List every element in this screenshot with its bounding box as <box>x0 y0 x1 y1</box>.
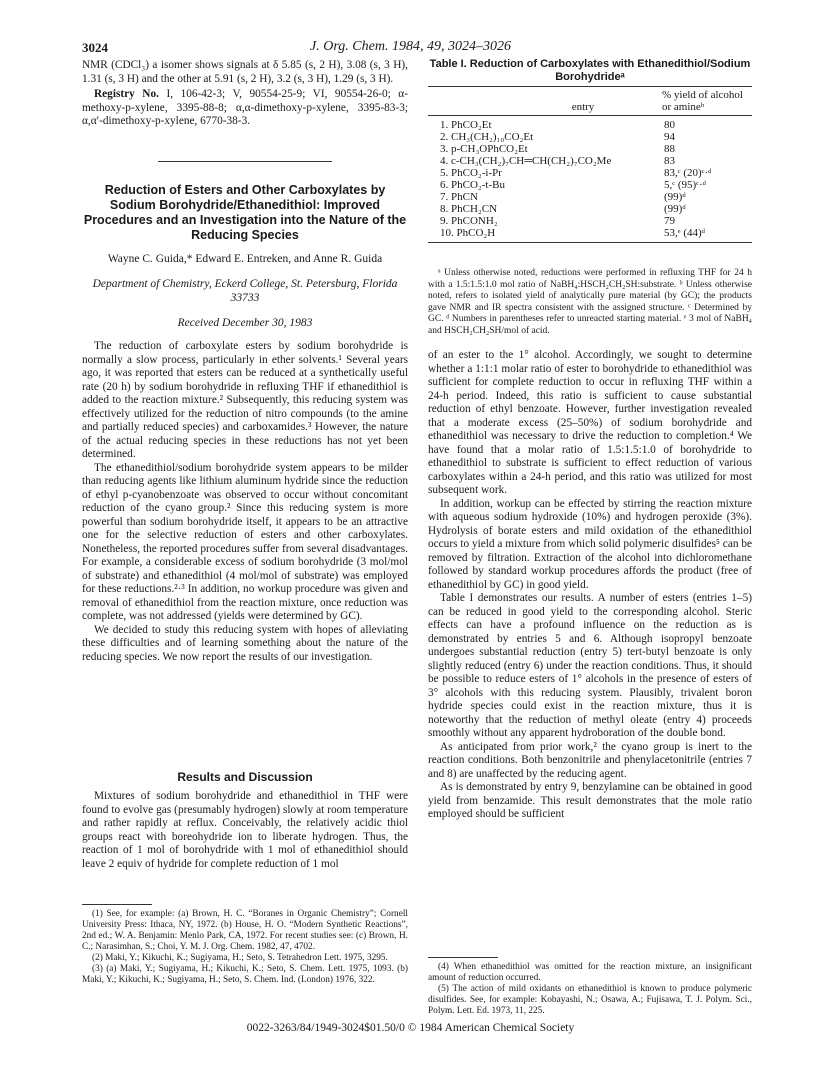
paragraph: As is demonstrated by entry 9, benzylamine can be obtained in good yield from benzamide. This result demonstrates that the mole ratio employed should be sufficient <box>428 781 752 820</box>
table-row <box>428 119 752 131</box>
article-authors: Wayne C. Guida,* Edward E. Entreken, and Anne R. Guida <box>107 253 383 265</box>
article-title: Reduction of Esters and Other Carboxylates by Sodium Borohydride/Ethanedithiol: Improved Procedures and an Investigation into the Nature of the Reducing Species <box>83 183 407 242</box>
right-column-text <box>428 349 752 822</box>
table-cell-entry: 9. PhCONH₂ <box>440 215 498 227</box>
column-header-yield: % yield of alcohol or amineᵇ <box>662 89 743 113</box>
table-cell-entry: 7. PhCN <box>440 191 478 203</box>
table-row <box>428 215 752 227</box>
table-rule <box>428 242 752 243</box>
table-note: ᵃ Unless otherwise noted, reductions were performed in refluxing THF for 24 h with a 1.5:1.5:1.0 mol ratio of NaBH₄:HSCH₂CH₂SH:substrate. ᵇ Unless otherwise noted, refers to isolated yield of analytically pure material (by GC); the products gave NMR and IR spectra consistent with the assigned structure. ᶜ Determined by GC. ᵈ Numbers in parentheses refer to unreacted starting material. ᵉ 3 mol of NaBH₄ and HSCH₂CH₂SH/mol of acid. <box>428 268 752 336</box>
footnote-rule <box>82 904 152 905</box>
table-cell-entry: 10. PhCO₂H <box>440 227 496 239</box>
table-cell-yield: 83,ᶜ (20)ᶜ·ᵈ <box>664 167 712 179</box>
table-cell-entry: 6. PhCO₂-t-Bu <box>440 179 505 191</box>
footnotes-right <box>428 962 752 1017</box>
paragraph: Mixtures of sodium borohydride and ethanedithiol in THF were found to evolve gas (presumably hydrogen) slowly at room temperature and rather rapidly at reflux. Conceivably, the relatively acidic thiol groups react with boreohydride ion to liberate hydrogen. Thus, the reaction of 1 mol of borohydride with 1 mol of ethanedithiol should leave 2 equiv of hydride for complete reduction of 1 mol <box>82 790 408 870</box>
footnote: (5) The action of mild oxidants on ethanedithiol is known to produce polymeric disulfides. See, for example: Kobayashi, N.; Osawa, A.; Fujisawa, T. J. Polym. Sci., Polym. Lett. Ed. 1973, 11, 225. <box>428 984 752 1016</box>
table-row <box>428 179 752 191</box>
table-cell-entry: 8. PhCH₂CN <box>440 203 498 215</box>
page-number: 3024 <box>82 40 108 55</box>
previous-article-end <box>82 59 408 129</box>
table-cell-yield: 88 <box>664 143 675 155</box>
footnote: (4) When ethanedithiol was omitted for the reaction mixture, an insignificant amount of reduction occurred. <box>428 962 752 983</box>
table-cell-yield: 5,ᶜ (95)ᶜ·ᵈ <box>664 179 707 191</box>
table-row <box>428 143 752 155</box>
table-row <box>428 191 752 203</box>
column-header-entry: entry <box>571 101 595 113</box>
table-cell-entry: 3. p-CH₃OPhCO₂Et <box>440 143 528 155</box>
table-cell-yield: 83 <box>664 155 675 167</box>
table-cell-yield: 79 <box>664 215 675 227</box>
table-cell-entry: 4. c-CH₃(CH₂)₇CH═CH(CH₂)₇CO₂Me <box>440 155 612 167</box>
paragraph: We decided to study this reducing system with hopes of alleviating these difficulties and of learning something about the nature of the reducing species. We now report the results of our investigation. <box>82 623 408 663</box>
table-cell-entry: 1. PhCO₂Et <box>440 119 492 131</box>
registry-numbers <box>82 88 408 129</box>
paragraph: Table I demonstrates our results. A number of esters (entries 1–5) can be reduced in good yield to the corresponding alcohol. Steric effects can have a profound influence on the reduction as is demonstrated by entries 5 and 6. Although isopropyl benzoate undergoes substantial reduction (entry 5) tert-butyl benzoate is only slightly reduced (entry 6) under the reaction conditions. Thus, it should be possible to reduce esters of 1° alcohols in the presence of esters of 3° alcohols with this reducing system. Plausibly, trivalent boron hydride species could exist in the reaction mixture, thus it is noteworthy that the reduction of methyl oleate (entry 4) proceeds smoothly without any apparent hydroboration of the double bond. <box>428 592 752 739</box>
table-row <box>428 167 752 179</box>
introduction-text <box>82 340 408 664</box>
nmr-text: NMR (CDCl₃) a isomer shows signals at δ 5.85 (s, 2 H), 3.08 (s, 3 H), 1.31 (s, 3 H) and the other at 5.91 (s, 2 H), 3.2 (s, 3 H), 1.29 (s, 3 H). <box>82 59 408 85</box>
paragraph: of an ester to the 1° alcohol. Accordingly, we sought to determine whether a 1:1:1 molar ratio of ester to borohydride to ethanedithiol was sufficient for complete reduction to occur in refluxing THF within a 24-h period. Indeed, this ratio is sufficient to cause substantial reduction of ethyl benzoate. However, further investigation revealed that a moderate excess (25–50%) of sodium borohydride and ethanedithiol was necessary to drive the reduction to completion.⁴ We have found that a molar ratio of 1.5:1.5:1.0 of borohydride to ethanedithiol to substrate is sufficient to effect reduction of various carboxylates within a 24-h period, and this ratio was utilized for most subsequent work. <box>428 349 752 496</box>
paragraph: In addition, workup can be effected by stirring the reaction mixture with aqueous sodium hydroxide (10%) and hydrogen peroxide (3%). Hydrolysis of borate esters and mild oxidation of the ethanedithiol occurs to yield a mixture from which solid polymeric disulfides⁵ can be removed by filtration. Extraction of the alcohol into dichloromethane followed by standard workup procedures affords the product (free of ethanedithiol by GC) in good yield. <box>428 497 752 591</box>
journal-header: J. Org. Chem. 1984, 49, 3024–3026 <box>310 39 511 54</box>
results-text <box>82 790 408 871</box>
table-cell-yield: (99)ᵈ <box>664 203 686 215</box>
received-date: Received December 30, 1983 <box>177 317 313 329</box>
table-cell-entry: 5. PhCO₂-i-Pr <box>440 167 502 179</box>
table-row <box>428 203 752 215</box>
table-header <box>428 87 752 115</box>
footnotes-left <box>82 909 408 986</box>
footnote-rule <box>428 957 498 958</box>
article-divider <box>158 161 332 162</box>
footnote: (1) See, for example: (a) Brown, H. C. “Boranes in Organic Chemistry”; Cornell University Press: Ithaca, NY, 1972. (b) House, H. O. “Modern Synthetic Reactions”, 2nd ed.; W. A. Benjamin: Menlo Park, CA, 1972. For recent studies see: (c) Brown, H. C.; Narasimhan, S.; Choi, Y. M. J. Org. Chem. 1982, 47, 4702. <box>82 909 408 952</box>
footnote: (2) Maki, Y.; Kikuchi, K.; Sugiyama, H.; Seto, S. Tetrahedron Lett. 1975, 3295. <box>92 953 388 963</box>
table-cell-entry: 2. CH₃(CH₂)₁₀CO₂Et <box>440 131 534 143</box>
table-cell-yield: 53,ᵉ (44)ᵈ <box>664 227 706 239</box>
table-footnotes <box>428 268 752 338</box>
copyright-footer: 0022-3263/84/1949-3024$01.50/0 © 1984 American Chemical Society <box>246 1022 575 1034</box>
section-heading: Results and Discussion <box>177 770 313 784</box>
table-cell-yield: (99)ᵈ <box>664 191 686 203</box>
article-affiliation: Department of Chemistry, Eckerd College, St. Petersburg, Florida 33733 <box>92 278 398 304</box>
registry-text: I, 106-42-3; V, 90554-25-9; VI, 90554-26-0; α-methoxy-p-xylene, 3395-88-8; α,α-dimethoxy-p-xylene, 3395-83-3; α,α′-dimethoxy-p-xylene, 6770-38-3. <box>82 88 408 127</box>
registry-label: Registry No. <box>94 88 159 100</box>
footnote: (3) (a) Maki, Y.; Sugiyama, H.; Kikuchi, K.; Seto, S. Chem. Lett. 1975, 1093. (b) Maki, Y.; Kikuchi, K.; Sugiyama, H.; Seto, S. Chem. Ind. (London) 1976, 322. <box>82 964 408 985</box>
table-row <box>428 155 752 167</box>
paragraph: The ethanedithiol/sodium borohydride system appears to be milder than reducing agents like lithium aluminum hydride since the reduction of ethyl p-cyanobenzoate was observed to occur without concomitant reduction of the cyano group.² Since this reducing system is more powerful than sodium borohydride itself, it appears to be an attractive one for the selective reduction of esters and other carboxylates. Nonetheless, the reported procedures suffer from several disadvantages. For example, a considerable excess of sodium borohydride (3 mol/mol of substrate) and ethanedithiol (4 mol/mol of substrate) was employed for these reductions.²·³ In addition, no workup procedure was given and removal of ethanedithiol from the reaction mixture, once reduction was complete, was not addressed (yields were determined by GC). <box>82 461 408 622</box>
paragraph: As anticipated from prior work,² the cyano group is inert to the reaction conditions. Both benzonitrile and phenylacetonitrile (entries 7 and 8) are unaffected by the reducing agent. <box>428 740 752 780</box>
paragraph: The reduction of carboxylate esters by sodium borohydride is normally a slow process, particularly in ether solvents.¹ Several years ago, it was reported that esters can be reduced at a synthetically useful rate (20 h) by sodium borohydride in refluxing THF if ethanedithiol is added to the reaction mixture.² Subsequently, this reducing system was effectively utilized for the reduction of nitro compounds (to the amine and partially reduced species) and carboxamides.³ However, the nature of the actual reducing species in these reductions has not yet been determined. <box>82 340 408 460</box>
table-cell-yield: 94 <box>664 131 675 143</box>
results-table <box>428 86 752 243</box>
table-title: Table I. Reduction of Carboxylates with Ethanedithiol/Sodium Borohydrideᵃ <box>429 58 751 83</box>
table-cell-yield: 80 <box>664 119 675 131</box>
table-row <box>428 227 752 239</box>
table-row <box>428 131 752 143</box>
